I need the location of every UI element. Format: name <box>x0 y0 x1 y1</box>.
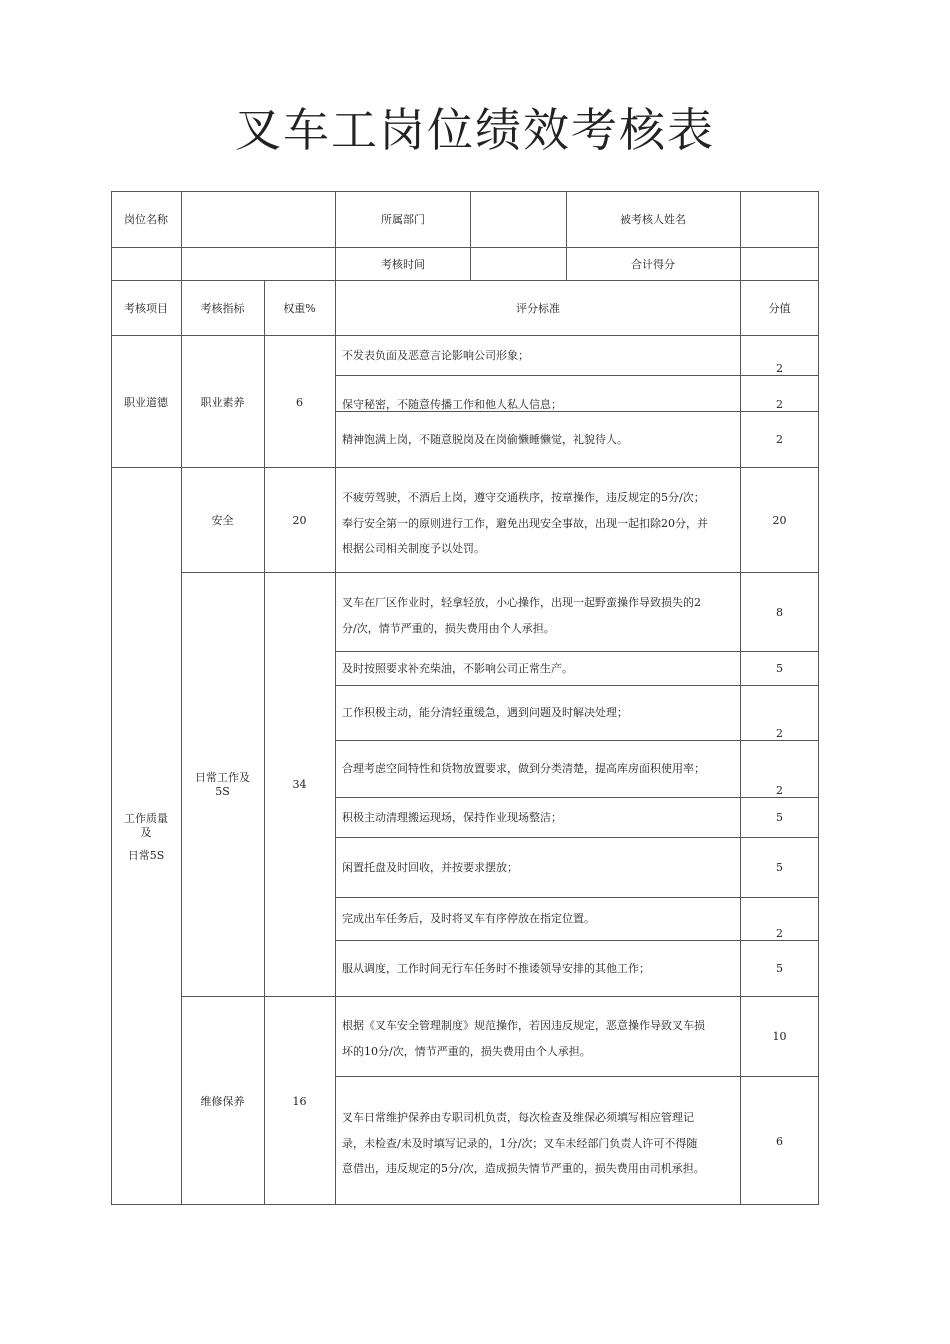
criteria-line: 叉车在厂区作业时，轻拿轻放，小心操作，出现一起野蛮操作导致损失的2 <box>342 596 701 609</box>
row-divider <box>336 1076 819 1077</box>
criteria-line: 根据公司相关制度予以处罚。 <box>342 542 485 555</box>
score-value: 2 <box>776 727 783 740</box>
criteria-line: 根据《叉车安全管理制度》规范操作，若因违反规定，恶意操作导致叉车损 <box>342 1019 705 1032</box>
criteria-text: 及时按照要求补充柴油，不影响公司正常生产。 <box>342 662 573 675</box>
score-value: 10 <box>772 1030 787 1043</box>
criteria-line: 意借出，违反规定的5分/次，造成损失情节严重的，损失费用由司机承担。 <box>342 1162 705 1175</box>
row-divider <box>181 572 819 573</box>
item-ethics: 职业道德 <box>124 396 168 409</box>
row-divider <box>111 247 819 248</box>
column-header-item: 考核项目 <box>124 302 168 315</box>
criteria-text: 不发表负面及恶意言论影响公司形象； <box>342 349 529 362</box>
score-value: 2 <box>776 433 783 446</box>
position-label: 岗位名称 <box>124 213 168 226</box>
criteria-line: 叉车日常维护保养由专职司机负责，每次检查及维保必须填写相应管理记 <box>342 1111 694 1124</box>
score-value: 2 <box>776 784 783 797</box>
indicator-maintenance: 维修保养 <box>200 1095 245 1108</box>
department-label: 所属部门 <box>381 213 425 226</box>
weight-value: 34 <box>292 778 307 791</box>
criteria-text: 工作积极主动，能分清轻重缓急，遇到问题及时解决处理； <box>342 706 628 719</box>
time-label: 考核时间 <box>381 258 425 271</box>
score-value: 5 <box>776 861 783 874</box>
row-divider <box>111 335 819 336</box>
row-divider <box>336 837 819 838</box>
score-value: 2 <box>776 927 783 940</box>
score-value: 5 <box>776 962 783 975</box>
page-title: 叉车工岗位绩效考核表 <box>235 103 715 157</box>
score-value: 5 <box>776 811 783 824</box>
column-header-weight: 权重% <box>283 302 316 315</box>
score-value: 6 <box>776 1135 783 1148</box>
score-value: 2 <box>776 362 783 375</box>
row-divider <box>336 685 819 686</box>
column-divider <box>264 280 265 1205</box>
score-value: 20 <box>772 514 787 527</box>
column-divider <box>335 191 336 1205</box>
row-divider <box>111 467 819 468</box>
column-divider <box>181 191 182 1205</box>
row-divider <box>336 651 819 652</box>
item-quality-line: 日常5S <box>127 849 165 862</box>
column-header-indicator: 考核指标 <box>200 302 245 315</box>
score-value: 8 <box>776 606 783 619</box>
indicator-professionalism: 职业素养 <box>200 396 245 409</box>
weight-value: 20 <box>292 514 307 527</box>
criteria-text: 精神饱满上岗，不随意脱岗及在岗偷懒睡懒觉，礼貌待人。 <box>342 433 628 446</box>
column-header-score: 分值 <box>768 302 791 315</box>
criteria-line: 不疲劳驾驶，不酒后上岗，遵守交通秩序，按章操作，违反规定的5分/次； <box>342 491 705 504</box>
criteria-text: 服从调度，工作时间无行车任务时不推诿领导安排的其他工作； <box>342 962 650 975</box>
weight-value: 16 <box>292 1095 307 1108</box>
indicator-daily-5s: 日常工作及 <box>195 771 250 784</box>
criteria-line: 录，未检查/未及时填写记录的，1分/次；叉车未经部门负责人许可不得随 <box>342 1137 698 1150</box>
row-divider <box>336 897 819 898</box>
criteria-text: 保守秘密，不随意传播工作和他人私人信息； <box>342 398 562 411</box>
criteria-line: 奉行安全第一的原则进行工作，避免出现安全事故，出现一起扣除20分，并 <box>342 517 708 530</box>
row-divider <box>181 996 819 997</box>
column-divider <box>470 191 471 280</box>
criteria-text: 积极主动清理搬运现场，保持作业现场整洁； <box>342 811 562 824</box>
item-quality-line: 及 <box>140 826 152 839</box>
criteria-line: 坏的10分/次，情节严重的，损失费用由个人承担。 <box>342 1045 591 1058</box>
column-header-criteria: 评分标准 <box>516 302 560 315</box>
indicator-safety: 安全 <box>211 514 234 527</box>
criteria-line: 分/次，情节严重的，损失费用由个人承担。 <box>342 622 555 635</box>
weight-value: 6 <box>296 396 303 409</box>
criteria-text: 闲置托盘及时回收，并按要求摆放； <box>342 861 518 874</box>
row-divider <box>111 280 819 281</box>
examinee-label: 被考核人姓名 <box>620 213 686 226</box>
criteria-text: 合理考虑空间特性和货物放置要求，做到分类清楚，提高库房面积使用率； <box>342 762 705 775</box>
criteria-text: 完成出车任务后，及时将叉车有序停放在指定位置。 <box>342 912 595 925</box>
item-quality-line: 工作质量 <box>124 812 168 825</box>
column-divider <box>740 191 741 1205</box>
score-value: 2 <box>776 398 783 411</box>
total-label: 合计得分 <box>631 258 675 271</box>
score-value: 5 <box>776 662 783 675</box>
indicator-daily-5s: 5S <box>215 785 230 798</box>
